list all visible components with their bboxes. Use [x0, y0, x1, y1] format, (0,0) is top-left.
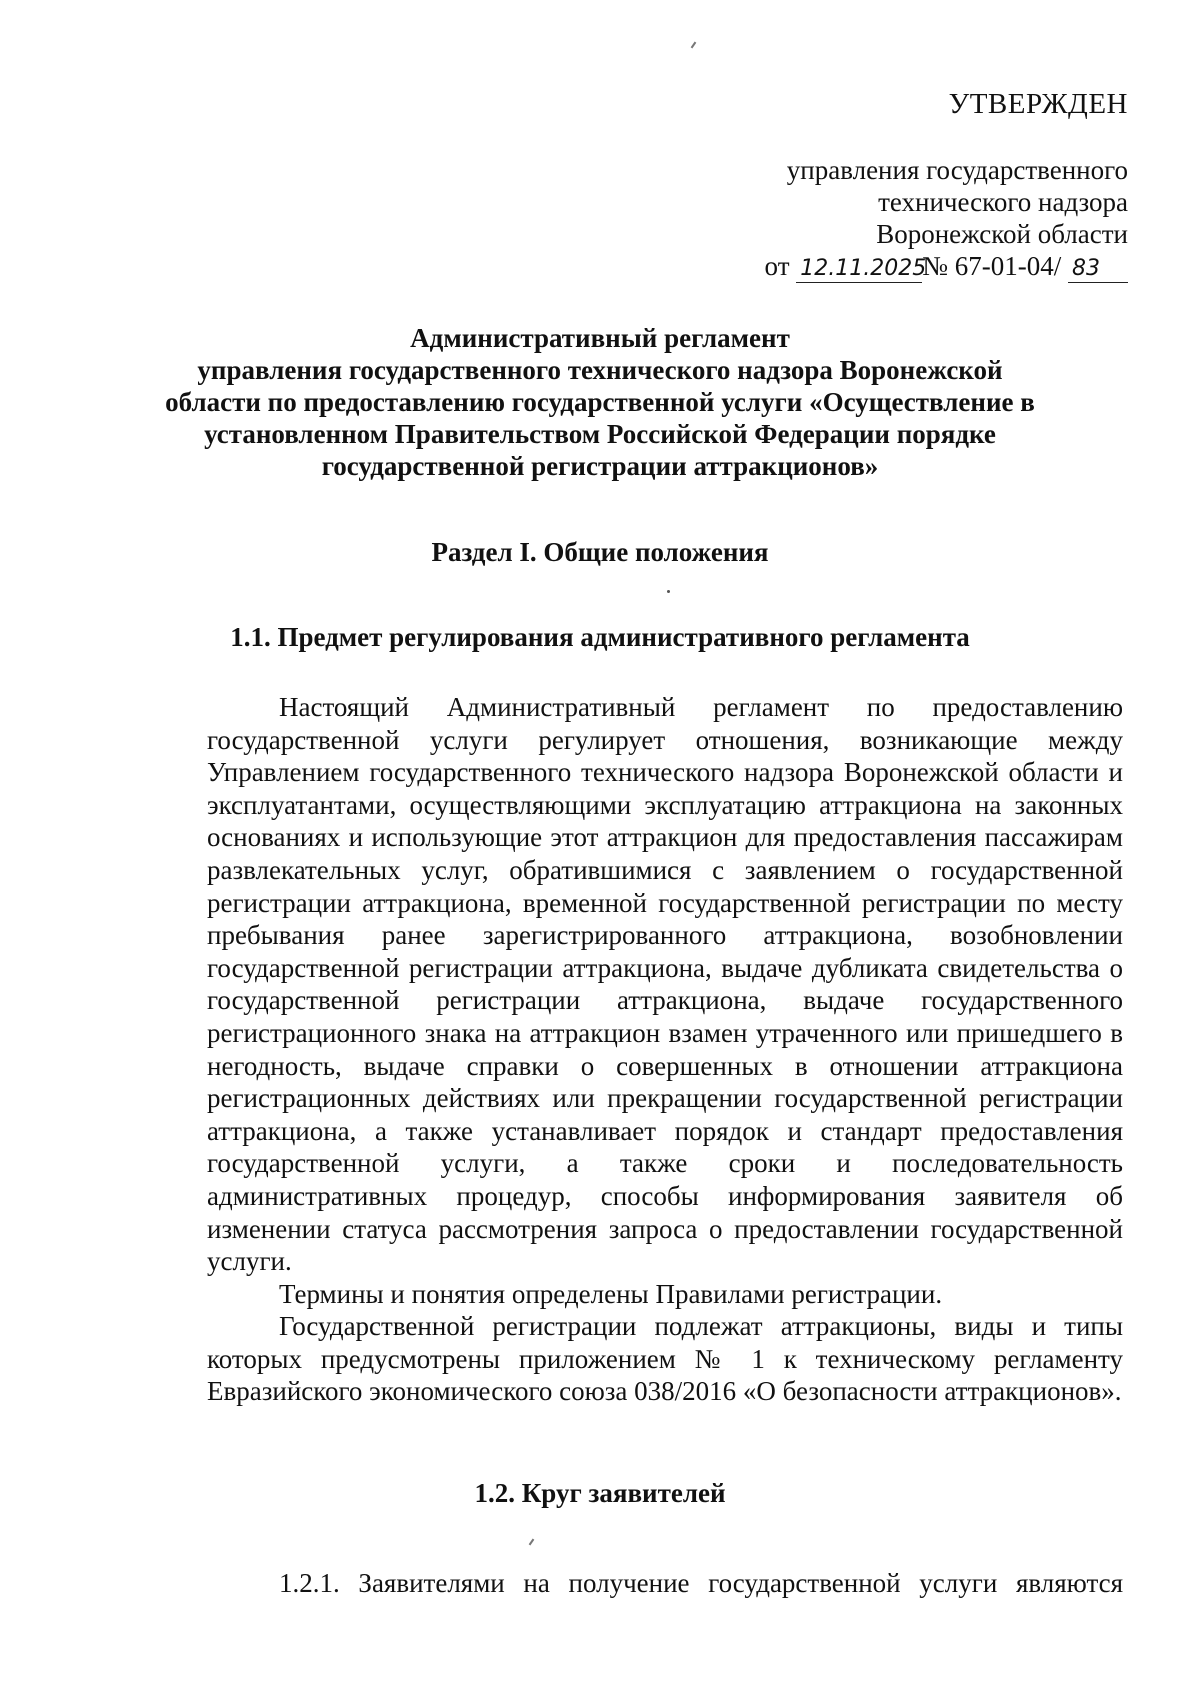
title-line-1: Административный регламент [410, 323, 790, 353]
section-heading: Раздел I. Общие положения [431, 537, 769, 567]
scan-artifact [691, 42, 697, 49]
paragraph-subject: Настоящий Административный регламент по предоставлению государственной услуги регулирует отношения, возникающие между Управлением государственного технического надзора Воронежской области и эксплуатантами, осуществляющими эксплуатацию аттракциона на законных основаниях и использующие этот аттракцион для предоставления пассажирам развлекательных услуг, обратившимися с заявлением о государственной регистрации аттракциона, временной государственной регистрации по месту пребывания ранее зарегистрированного аттракциона, возобновлении государственной регистрации аттракциона, выдаче дубликата свидетельства о государственной регистрации аттракциона, выдаче государственного регистрационного знака на аттракцион взамен утраченного или пришедшего в негодность, выдаче справки о совершенных в отношении аттракциона регистрационных действиях или прекращении государственной регистрации аттракциона, а также устанавливает порядок и стандарт предоставления государственной услуги, а также сроки и последовательность административных процедур, способы информирования заявителя об изменении статуса рассмотрения запроса о предоставлении государственной услуги. [207, 692, 1123, 1277]
approval-line-1: управления государственного [786, 155, 1128, 185]
scan-artifact [529, 1539, 535, 1546]
title-line-3: области по предоставлению государственной услуги «Осуществление в [165, 387, 1035, 417]
scan-artifact [667, 590, 670, 593]
date-prefix: от [764, 251, 790, 281]
title-line-2: управления государственного технического надзора Воронежской [197, 355, 1003, 385]
document-title [160, 322, 1040, 482]
subsection-1-1-body [207, 691, 1123, 1408]
paragraph-registration-scope: Государственной регистрации подлежат аттракционы, виды и типы которых предусмотрены приложением № 1 к техническому регламенту Евразийского экономического союза 038/2016 «О безопасности аттракционов». [207, 1311, 1123, 1407]
approval-block [608, 88, 1128, 283]
title-line-5: государственной регистрации аттракционов» [321, 451, 879, 481]
handwritten-number: 83 [1068, 256, 1128, 283]
number-prefix: № 67-01-04/ [922, 251, 1062, 281]
subsection-1-2-heading: 1.2. Круг заявителей [474, 1478, 726, 1508]
subsection-1-1-heading: 1.1. Предмет регулирования административного регламента [230, 622, 970, 652]
title-line-4: установленном Правительством Российской Федерации порядке [204, 419, 996, 449]
approval-date-line [608, 250, 1128, 283]
approval-stamp-title: УТВЕРЖДЕН [948, 88, 1128, 120]
approval-line-2: технического надзора [878, 187, 1128, 217]
paragraph-applicants: 1.2.1. Заявителями на получение государственной услуги являются [279, 1568, 1123, 1598]
subsection-1-2-body [207, 1567, 1123, 1600]
paragraph-terms: Термины и понятия определены Правилами регистрации. [279, 1278, 943, 1309]
handwritten-date: 12.11.2025 [796, 256, 922, 283]
approval-line-3: Воронежской области [876, 219, 1128, 249]
